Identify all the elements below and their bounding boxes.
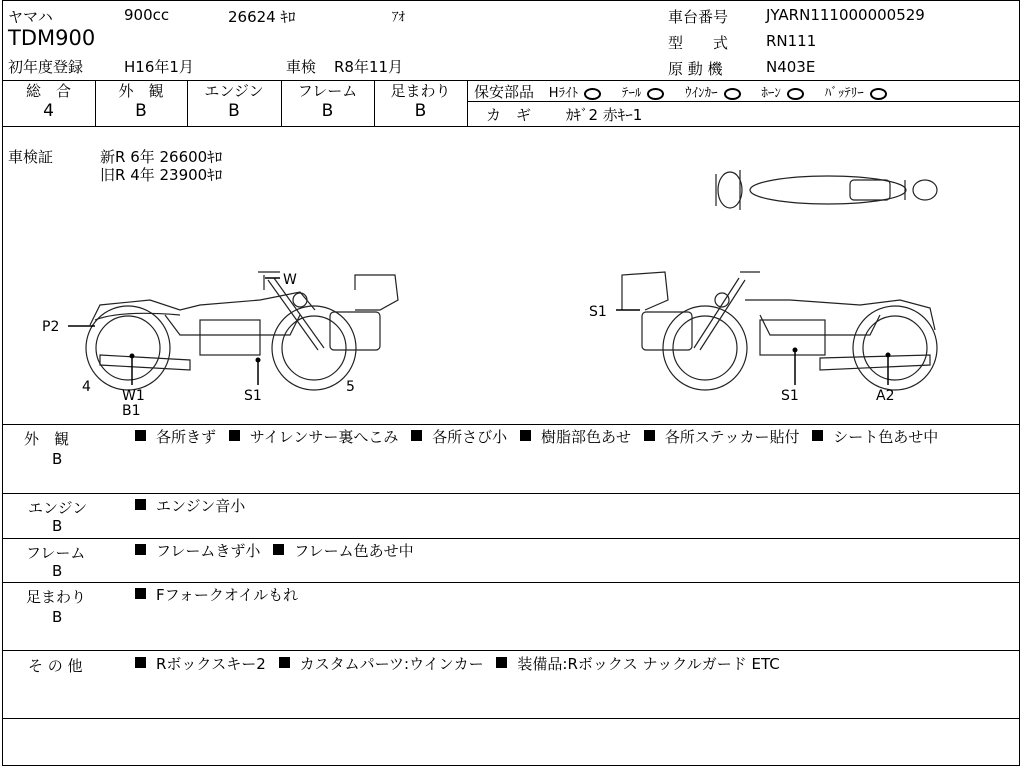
grade-value: B: [414, 101, 427, 121]
ok-circle-icon: [647, 88, 664, 100]
mark-label: S1: [244, 388, 262, 404]
grade-frame: [281, 80, 374, 121]
note-item: 各所ステッカー貼付: [644, 428, 800, 446]
bullet-icon: [135, 544, 146, 555]
section-title: エンジン: [28, 499, 88, 517]
note-item: カスタムパーツ:ウインカー: [279, 655, 484, 673]
divider: [2, 650, 1020, 651]
divider: [467, 80, 468, 126]
note-item: 各所きず: [135, 428, 216, 446]
divider: [2, 582, 1020, 583]
note-item: 各所さび小: [411, 428, 507, 446]
note-item: シート色あせ中: [812, 428, 938, 446]
grade-label: エンジン: [204, 82, 264, 100]
grade-label: 外 観: [118, 82, 164, 100]
left-side-view-icon: [86, 272, 398, 390]
motorcycle-diagram: [0, 160, 1020, 422]
safety-item-tail: ﾃｰﾙ: [622, 86, 665, 101]
maker: ヤマハ: [8, 8, 53, 26]
bullet-icon: [135, 657, 146, 668]
section-grade: B: [52, 450, 63, 468]
grade-value: 4: [43, 101, 54, 121]
mileage: 26624 ｷﾛ: [228, 8, 296, 26]
engine-model-label: 原 動 機: [668, 60, 723, 78]
grade-label: 総 合: [25, 82, 71, 100]
first-registration-label: 初年度登録: [8, 58, 84, 76]
safety-row: [474, 81, 887, 102]
grade-exterior: [95, 80, 187, 121]
section-grade: B: [52, 608, 63, 626]
divider: [2, 424, 1020, 425]
note-item: エンジン音小: [135, 497, 245, 515]
note-item: フレーム色あせ中: [273, 542, 413, 560]
bullet-icon: [644, 430, 655, 441]
section-title: フレーム: [26, 544, 86, 562]
bullet-icon: [496, 657, 507, 668]
divider: [2, 538, 1020, 539]
safety-item-winker: ｳｲﾝｶｰ: [685, 86, 741, 101]
ok-circle-icon: [724, 88, 741, 100]
safety-label: 保安部品: [474, 83, 535, 101]
mark-label: 4: [82, 379, 91, 395]
safety-item-battery: ﾊﾞｯﾃﾘｰ: [825, 86, 887, 101]
grade-label: 足まわり: [390, 82, 451, 100]
mark-label: A2: [876, 388, 895, 404]
exterior-notes: [135, 426, 1015, 448]
key-value: ｶｷﾞ2 赤ｷｰ1: [566, 106, 643, 124]
engine-notes: [135, 495, 1015, 517]
section-title: 足まわり: [26, 588, 87, 606]
divider: [2, 718, 1020, 719]
engine-model-value: N403E: [766, 58, 816, 76]
grade-value: B: [228, 101, 240, 121]
safety-item-headlight: Hﾗｲﾄ: [549, 86, 601, 101]
ok-circle-icon: [870, 88, 887, 100]
frame-number-value: JYARN111000000529: [766, 6, 925, 24]
right-side-view-icon: [622, 272, 937, 390]
grade-value: B: [321, 101, 334, 121]
grade-label: フレーム: [297, 82, 358, 100]
note-item: Fフォークオイルもれ: [135, 586, 298, 604]
frame-number-label: 車台番号: [668, 8, 729, 26]
grade-engine: [187, 80, 281, 121]
bullet-icon: [135, 499, 146, 510]
bullet-icon: [411, 430, 422, 441]
bullet-icon: [135, 430, 146, 441]
model-name: TDM900: [8, 26, 96, 50]
registration-label: 車検証: [8, 148, 54, 166]
grade-suspension: [374, 80, 467, 121]
key-label: カ ギ: [486, 106, 532, 124]
grade-overall: [2, 80, 95, 121]
note-item: 樹脂部色あせ: [520, 428, 631, 446]
inspection-label: 車検: [286, 58, 317, 76]
top-view-icon: [716, 170, 937, 210]
bullet-icon: [273, 544, 284, 555]
other-notes: [135, 653, 1015, 675]
first-registration-value: H16年1月: [124, 58, 194, 76]
mark-label: W: [283, 272, 297, 288]
inspection-value: R8年11月: [334, 58, 404, 76]
ok-circle-icon: [787, 88, 804, 100]
safety-item-horn: ﾎｰﾝ: [761, 86, 804, 101]
section-grade: B: [52, 562, 63, 580]
registration-new: 新R 6年 26600ｷﾛ: [100, 148, 223, 166]
note-item: サイレンサー裏へこみ: [229, 428, 399, 446]
color: ｱｵ: [392, 10, 405, 25]
section-title: 外 観: [24, 430, 70, 448]
bullet-icon: [520, 430, 531, 441]
note-item: 装備品:Rボックス ナックルガード ETC: [496, 655, 779, 673]
divider: [2, 126, 1020, 127]
mark-label: P2: [42, 319, 60, 335]
mark-label: S1: [589, 304, 607, 320]
note-item: Rボックスキー2: [135, 655, 266, 673]
mark-label: W1: [122, 388, 145, 404]
section-title: そ の 他: [28, 657, 83, 675]
bullet-icon: [279, 657, 290, 668]
ok-circle-icon: [584, 88, 601, 100]
bullet-icon: [812, 430, 823, 441]
suspension-notes: [135, 584, 1015, 606]
bullet-icon: [135, 588, 146, 599]
grade-value: B: [135, 101, 147, 121]
note-item: フレームきず小: [135, 542, 260, 560]
displacement: 900cc: [124, 6, 170, 24]
bullet-icon: [229, 430, 240, 441]
mark-label: S1: [781, 388, 799, 404]
registration-old: 旧R 4年 23900ｷﾛ: [100, 166, 223, 184]
mark-label: 5: [346, 379, 355, 395]
divider: [2, 493, 1020, 494]
type-label: 型 式: [668, 34, 729, 52]
frame-notes: [135, 540, 1015, 562]
type-value: RN111: [766, 32, 817, 50]
section-grade: B: [52, 517, 63, 535]
mark-label: B1: [122, 403, 141, 419]
